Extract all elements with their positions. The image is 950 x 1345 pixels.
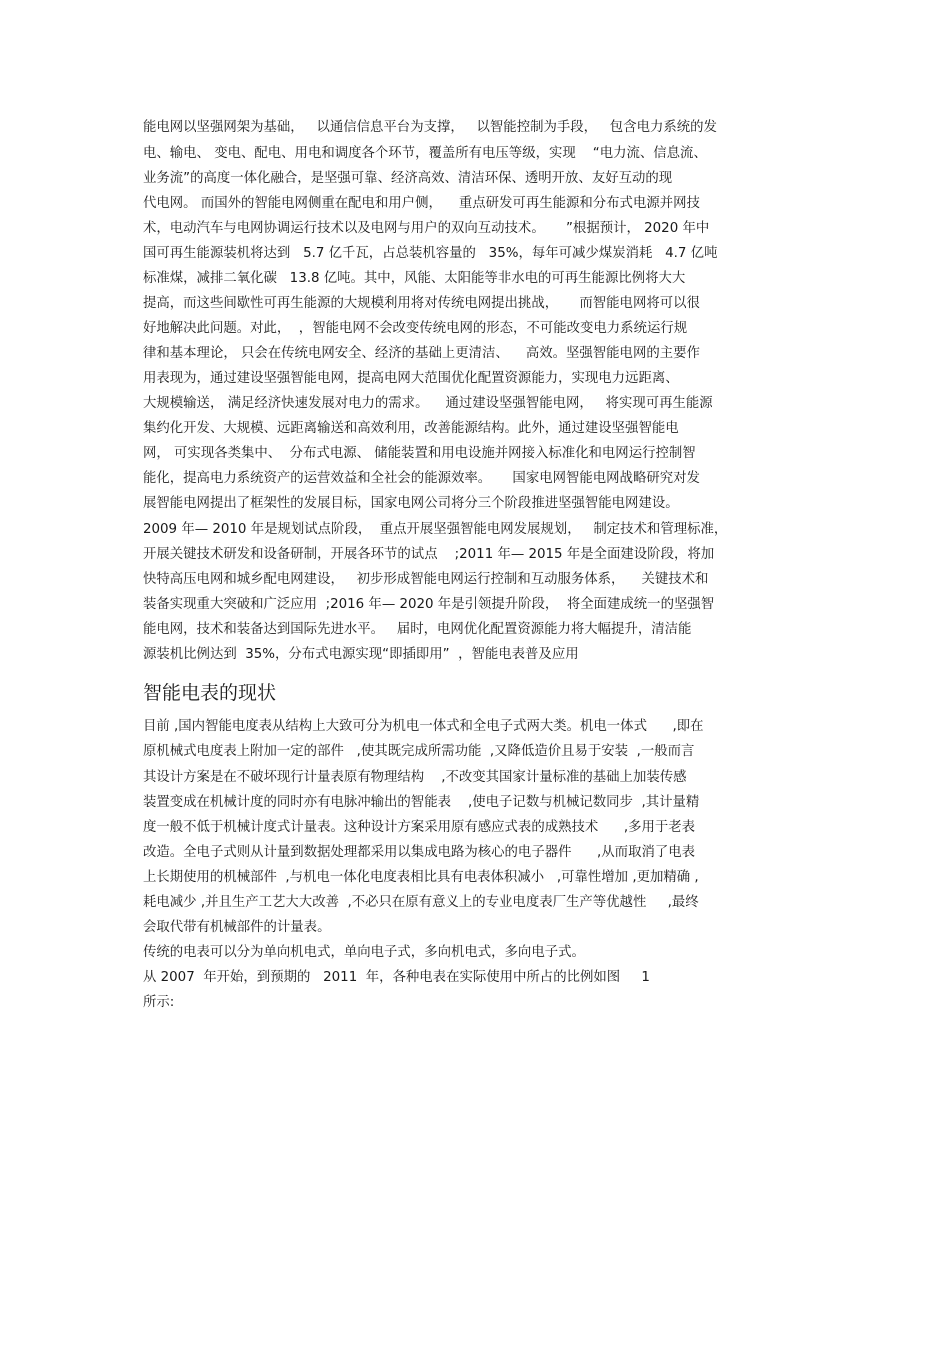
- text-line: 原机械式电度表上附加一定的部件 ,使其既完成所需功能 ,又降低造价且易于安装 ,一般而言: [143, 744, 695, 759]
- text-line: 度一般不低于机械计度式计量表。这种设计方案采用原有感应式表的成熟技术 ,多用于老表: [143, 820, 696, 835]
- text-line: 快特高压电网和城乡配电网建设， 初步形成智能电网运行控制和互动服务体系， 关键技术和: [143, 572, 709, 587]
- text-line: 律和基本理论， 只会在传统电网安全、经济的基础上更清洁、 高效。坚强智能电网的主要作: [143, 346, 700, 361]
- text-line: 标准煤，减排二氧化碳 13.8 亿吨。其中，风能、太阳能等非水电的可再生能源比例将大大: [143, 271, 686, 286]
- text-line: 源装机比例达到 35%，分布式电源实现“即插即用” ，智能电表普及应用: [143, 647, 579, 662]
- text-line: 上长期使用的机械部件 ,与机电一体化电度表相比具有电表体积减小 ,可靠性增加 ,更加精确 ,: [143, 870, 699, 885]
- text-line: 国可再生能源装机将达到 5.7 亿千瓦，占总装机容量的 35%，每年可减少煤炭消耗 4.7 亿吨: [143, 246, 718, 261]
- text-line: 目前 ,国内智能电度表从结构上大致可分为机电一体式和全电子式两大类。机电一体式 ,即在: [143, 719, 704, 734]
- text-line: 从 2007 年开始，到预期的 2011 年，各种电表在实际使用中所占的比例如图 1: [143, 970, 650, 985]
- text-line: 展智能电网提出了框架性的发展目标，国家电网公司将分三个阶段推进坚强智能电网建设。: [143, 496, 679, 511]
- text-line: 好地解决此问题。对此， ，智能电网不会改变传统电网的形态，不可能改变电力系统运行规: [143, 321, 688, 336]
- text-line: 电、输电、 变电、配电、用电和调度各个环节，覆盖所有电压等级，实现 “电力流、信息流、: [143, 146, 707, 161]
- text-line: 术，电动汽车与电网协调运行技术以及电网与用户的双向互动技术。 ”根据预计， 2020 年中: [143, 221, 710, 236]
- text-line: 所示:: [143, 995, 175, 1010]
- text-line: 会取代带有机械部件的计量表。: [143, 920, 331, 935]
- text-line: 耗电减少 ,并且生产工艺大大改善 ,不必只在原有意义上的专业电度表厂生产等优越性 ,最终: [143, 895, 699, 910]
- text-line: 传统的电表可以分为单向机电式，单向电子式，多向机电式，多向电子式。: [143, 945, 585, 960]
- text-line: 集约化开发、大规模、远距离输送和高效利用，改善能源结构。此外，通过建设坚强智能电: [143, 421, 679, 436]
- text-line: 能化，提高电力系统资产的运营效益和全社会的能源效率。 国家电网智能电网战略研究对发: [143, 471, 700, 486]
- text-line: 其设计方案是在不破坏现行计量表原有物理结构 ,不改变其国家计量标准的基础上加装传感: [143, 770, 687, 785]
- text-line: 网， 可实现各类集中、 分布式电源、 储能装置和用电设施并网接入标准化和电网运行控制智: [143, 446, 696, 461]
- text-line: 开展关键技术研发和设备研制，开展各环节的试点 ;2011 年— 2015 年是全面建设阶段，将加: [143, 547, 715, 562]
- text-line: 2009 年— 2010 年是规划试点阶段， 重点开展坚强智能电网发展规划， 制定技术和管理标准，: [143, 522, 728, 537]
- section-heading: 智能电表的现状: [143, 682, 277, 704]
- text-line: 装备实现重大突破和广泛应用 ;2016 年— 2020 年是引领提升阶段， 将全面建成统一的坚强智: [143, 597, 715, 612]
- text-line: 装置变成在机械计度的同时亦有电脉冲输出的智能表 ,使电子记数与机械记数同步 ,其计量精: [143, 795, 700, 810]
- text-line: 业务流”的高度一体化融合，是坚强可靠、经济高效、清洁环保、透明开放、友好互动的现: [143, 171, 673, 186]
- text-line: 能电网以坚强网架为基础， 以通信信息平台为支撑， 以智能控制为手段， 包含电力系统的发: [143, 120, 717, 135]
- text-line: 提高，而这些间歇性可再生能源的大规模利用将对传统电网提出挑战， 而智能电网将可以很: [143, 296, 700, 311]
- text-line: 用表现为，通过建设坚强智能电网，提高电网大范围优化配置资源能力，实现电力远距离、: [143, 371, 679, 386]
- text-line: 代电网。 而国外的智能电网侧重在配电和用户侧， 重点研发可再生能源和分布式电源并网技: [143, 196, 700, 211]
- text-line: 大规模输送， 满足经济快速发展对电力的需求。 通过建设坚强智能电网， 将实现可再生能源: [143, 396, 713, 411]
- text-line: 能电网，技术和装备达到国际先进水平。 届时，电网优化配置资源能力将大幅提升，清洁能: [143, 622, 692, 637]
- text-line: 改造。全电子式则从计量到数据处理都采用以集成电路为核心的电子器件 ,从而取消了电表: [143, 845, 696, 860]
